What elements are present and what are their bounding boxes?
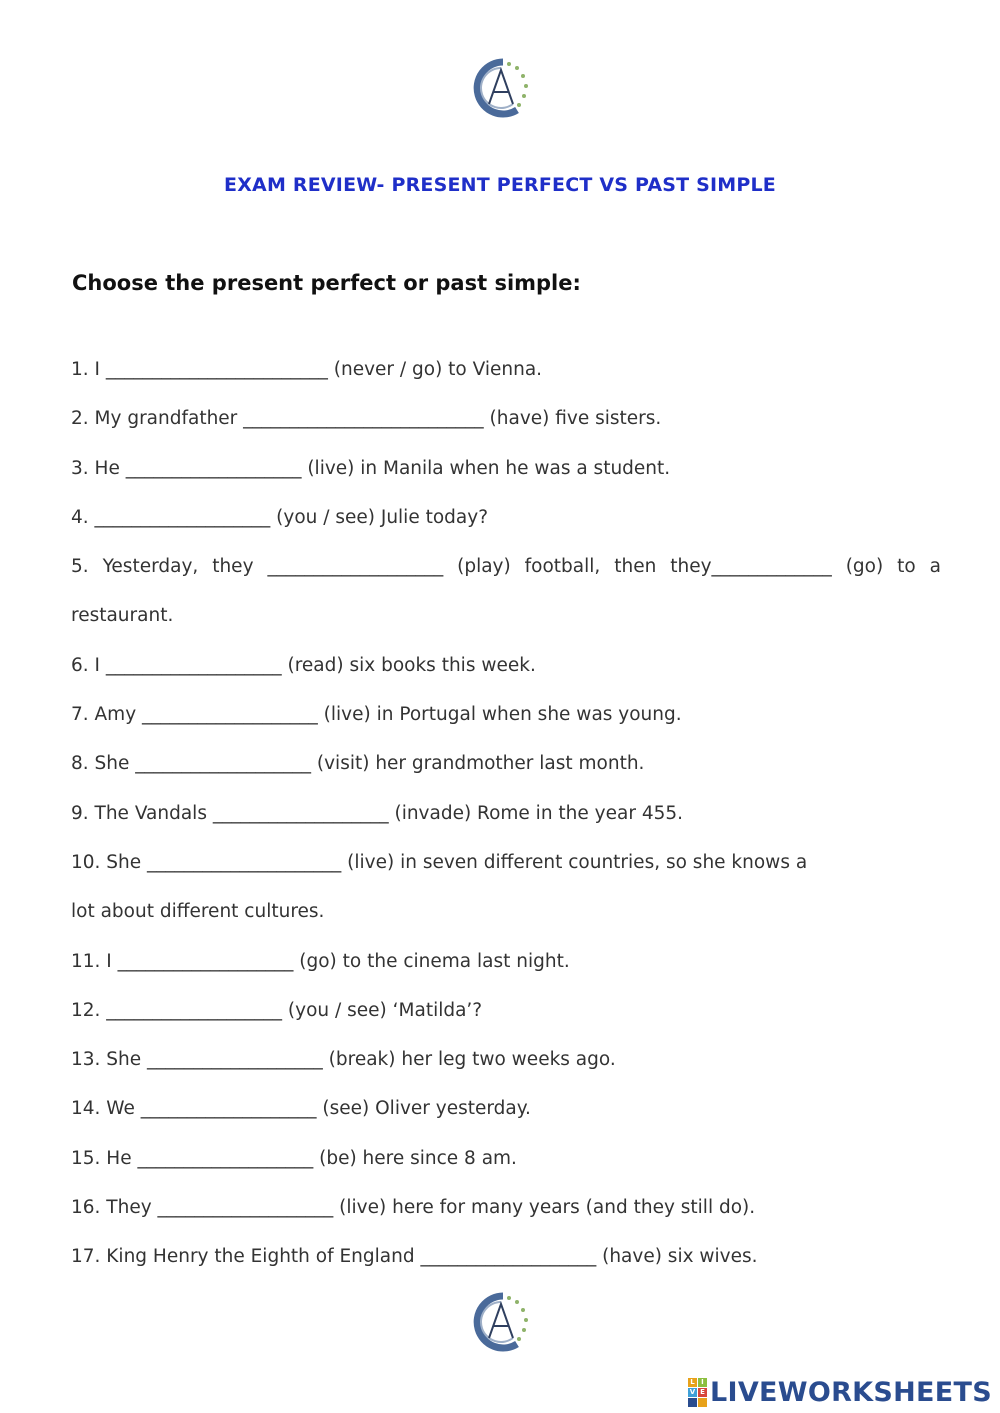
- exercise-line: 3. He ___________________ (live) in Manila when he was a student.: [71, 457, 671, 479]
- word: they: [212, 556, 254, 578]
- word: Yesterday,: [102, 556, 199, 578]
- exercise-line: 4. ___________________ (you / see) Julie today?: [71, 506, 489, 528]
- exercise-line: 13. She ___________________ (break) her leg two weeks ago.: [71, 1049, 616, 1071]
- brand-name: LIVEWORKSHEETS: [709, 1376, 992, 1408]
- exercise-line: 14. We ___________________ (see) Oliver yesterday.: [71, 1098, 531, 1120]
- exercise-line: 15. He ___________________ (be) here since 8 am.: [71, 1147, 517, 1169]
- exercise-line: 10. She _____________________ (live) in seven different countries, so she knows a: [71, 851, 808, 873]
- brand-squares-icon: L I V E: [688, 1378, 707, 1407]
- worksheet-title: EXAM REVIEW- PRESENT PERFECT VS PAST SIMPLE: [224, 174, 776, 196]
- exercise-line: 16. They ___________________ (live) here for many years (and they still do).: [71, 1197, 756, 1219]
- answer-blank[interactable]: ___________________: [267, 556, 444, 578]
- exercise-line-justified: [71, 551, 941, 600]
- exercise-line: 2. My grandfather __________________________ (have) five sisters.: [71, 408, 662, 430]
- exercise-line: 1. I ________________________ (never / go) to Vienna.: [71, 359, 543, 380]
- exercise-line: 9. The Vandals ___________________ (invade) Rome in the year 455.: [71, 802, 684, 824]
- word: a: [929, 556, 941, 578]
- instruction-heading: Choose the present perfect or past simple:: [72, 271, 581, 295]
- answer-blank[interactable]: they_____________: [670, 556, 832, 578]
- school-crest-icon: [465, 56, 535, 120]
- exercise-line: 11. I ___________________ (go) to the cinema last night.: [71, 950, 570, 972]
- exercise-line: 17. King Henry the Eighth of England ___________________ (have) six wives.: [71, 1246, 758, 1268]
- exercise-line: lot about different cultures.: [71, 901, 325, 923]
- word: 5.: [71, 556, 89, 578]
- word: football,: [524, 556, 601, 578]
- exercise-list: [71, 354, 941, 1291]
- exercise-line: 6. I ___________________ (read) six books this week.: [71, 654, 536, 676]
- word: (go): [845, 556, 884, 578]
- exercise-line: 8. She ___________________ (visit) her grandmother last month.: [71, 753, 645, 775]
- liveworksheets-logo[interactable]: [688, 1375, 992, 1409]
- exercise-line: 7. Amy ___________________ (live) in Portugal when she was young.: [71, 704, 682, 726]
- word: then: [614, 556, 657, 578]
- word: to: [897, 556, 916, 578]
- school-crest-icon: [465, 1290, 535, 1354]
- exercise-line: restaurant.: [71, 605, 174, 627]
- exercise-line: 12. ___________________ (you / see) ‘Matilda’?: [71, 999, 483, 1021]
- word: (play): [457, 556, 511, 578]
